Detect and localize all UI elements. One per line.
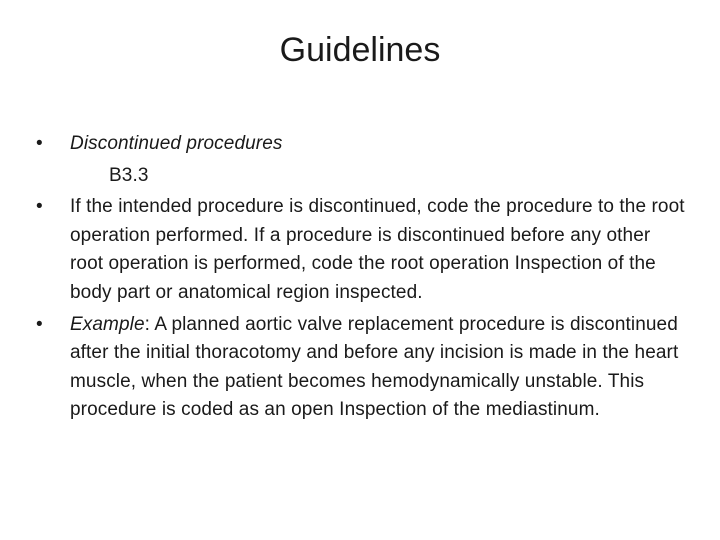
slide-title: Guidelines — [279, 31, 441, 69]
slide-body — [36, 130, 686, 428]
bullet-example — [36, 311, 686, 425]
bullet-text: : A planned aortic valve replacement procedure is discontinued after the initial thoracotomy and before any incision is made in the heart muscle, when the patient becomes hemodynamically unstable. This procedure is coded as an open Inspection of the mediastinum. — [70, 313, 679, 421]
bullet-marker: • — [36, 313, 43, 335]
guideline-reference: B3.3 — [109, 164, 149, 186]
bullet-guideline-rule — [36, 193, 686, 307]
bullet-discontinued-procedures — [36, 130, 686, 159]
bullet-marker: • — [36, 133, 43, 154]
bullet-text: Discontinued procedures — [70, 133, 283, 154]
bullet-text: If the intended procedure is discontinued, code the procedure to the root operation performed. If a procedure is discontinued before any other root operation is performed, code the root operation Inspection of the body part or anatomical region inspected. — [70, 196, 685, 303]
example-lead: Example — [70, 313, 145, 335]
bullet-marker: • — [36, 196, 43, 218]
